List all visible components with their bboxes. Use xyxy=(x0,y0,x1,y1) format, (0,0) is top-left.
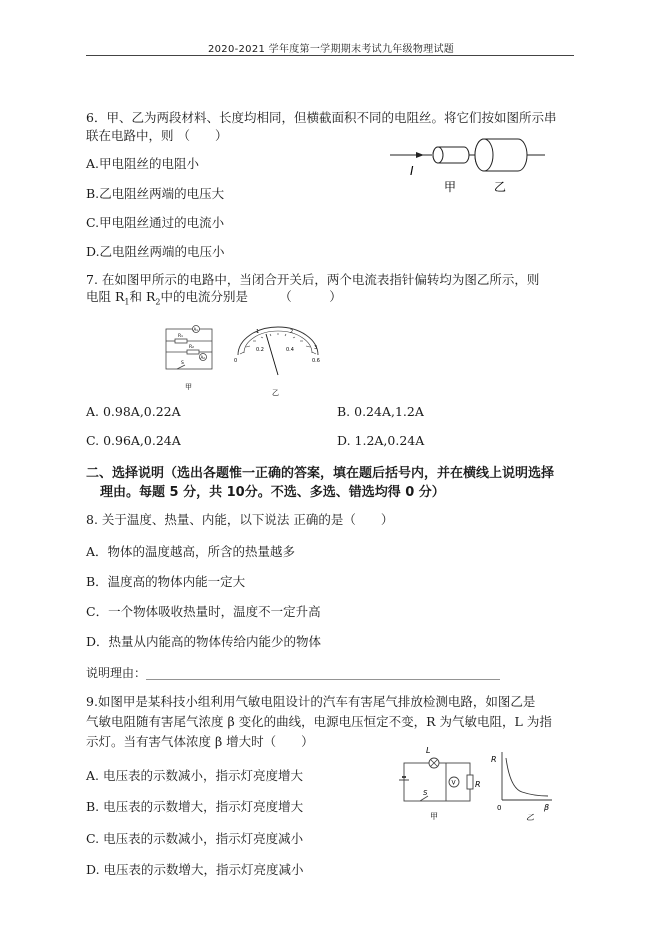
q6-option-b: B.乙电阻丝两端的电压大 xyxy=(86,186,225,201)
q8-option-b: B．温度高的物体内能一定大 xyxy=(86,574,246,589)
q7-option-d: D. 1.2A,0.24A xyxy=(337,433,425,448)
q7-meter-tick-06: 0.6 xyxy=(312,358,320,364)
q9-label-jia: 甲 xyxy=(430,812,438,821)
q7-meter-tick-04: 0.4 xyxy=(286,347,294,353)
q7-meter-top-tick-3: 3 xyxy=(314,345,318,351)
q9-label-v: V xyxy=(451,779,456,787)
q7-stem-line1: 7. 在如图甲所示的电路中，当闭合开关后，两个电流表指针偏转均为图乙所示，则 xyxy=(86,272,540,287)
q6-option-c: C.甲电阻丝通过的电流小 xyxy=(86,215,225,230)
q9-option-b: B. 电压表的示数增大，指示灯亮度增大 xyxy=(86,799,304,814)
q9-label-l: L xyxy=(426,746,431,755)
q9-option-c: C. 电压表的示数减小，指示灯亮度减小 xyxy=(86,831,304,846)
section2-heading-line2: 理由。每题 5 分，共 10分。不选、多选、错选均得 0 分） xyxy=(100,485,445,500)
q6-label-yi: 乙 xyxy=(494,180,507,194)
q7-ammeter-figure xyxy=(232,325,324,397)
q7-label-jia: 甲 xyxy=(185,383,192,391)
q7-meter-tick-02: 0.2 xyxy=(256,347,264,353)
q7-s-label: S xyxy=(181,361,184,366)
q9-option-d: D. 电压表的示数增大，指示灯亮度减小 xyxy=(86,862,304,877)
q9-graph-origin: 0 xyxy=(497,804,502,812)
q6-stem-line2: 联在电路中，则 （ ） xyxy=(86,128,228,143)
q9-graph-y-label: R xyxy=(491,755,497,764)
q6-option-a: A.甲电阻丝的电阻小 xyxy=(86,156,200,171)
q9-stem-line3: 示灯。当有害气体浓度 β 增大时（ ） xyxy=(86,734,314,749)
q8-stem: 8. 关于温度、热量、内能，以下说法 正确的是（ ） xyxy=(86,512,394,527)
q8-option-a: A．物体的温度越高，所含的热量越多 xyxy=(86,544,296,559)
q6-option-d: D.乙电阻丝两端的电压小 xyxy=(86,244,225,259)
q6-current-label: I xyxy=(410,164,414,178)
q9-stem-line1: 9.如图甲是某科技小组利用气敏电阻设计的汽车有害尾气排放检测电路，如图乙是 xyxy=(86,694,536,709)
q7-a1-label: A₁ xyxy=(193,327,198,332)
q7-option-b: B. 0.24A,1.2A xyxy=(337,404,424,419)
section2-heading-line1: 二、选择说明（选出各题惟一正确的答案，填在题后括号内，并在横线上说明选择 xyxy=(86,466,555,481)
q9-option-a: A. 电压表的示数减小，指示灯亮度增大 xyxy=(86,768,303,783)
q7-circuit-figure xyxy=(163,323,223,393)
page-header: 2020-2021 学年度第一学期期末考试九年级物理试题 xyxy=(207,44,455,55)
q7-meter-top-tick-2: 2 xyxy=(290,329,294,335)
q8-reason-line: 说明理由：___________________________________________________________ xyxy=(86,666,501,680)
q9-graph-label-yi: 乙 xyxy=(526,813,534,822)
q9-label-s: S xyxy=(423,789,428,797)
q6-wire-figure xyxy=(390,133,550,199)
q9-stem-line2: 气敏电阻随有害尾气浓度 β 变化的曲线，电源电压恒定不变，R 为气敏电阻，L 为指 xyxy=(86,714,552,729)
q6-stem-line1: 6．甲、乙为两段材料、长度均相同，但横截面积不同的电阻丝。将它们按如图所示串 xyxy=(86,110,557,125)
q7-r2-label: R₂ xyxy=(189,345,194,350)
header-rule xyxy=(86,55,574,56)
q7-meter-top-tick-1: 1 xyxy=(256,329,260,335)
q7-option-c: C. 0.96A,0.24A xyxy=(86,433,181,448)
q7-meter-tick-0: 0 xyxy=(234,358,238,364)
q7-label-yi: 乙 xyxy=(272,389,279,397)
q7-r1-label: R₁ xyxy=(178,334,183,339)
q9-circuit-figure xyxy=(396,743,486,823)
q7-stem-line2: 电阻 $R_1$和 $R_2$中的电流分别是 （ ） xyxy=(86,289,342,307)
q8-option-c: C．一个物体吸收热量时，温度不一定升高 xyxy=(86,604,321,619)
q8-option-d: D．热量从内能高的物体传给内能少的物体 xyxy=(86,634,322,649)
q6-label-jia: 甲 xyxy=(444,180,457,194)
q9-graph-figure xyxy=(488,748,558,824)
q9-label-r: R xyxy=(475,780,481,789)
q9-graph-x-label: β xyxy=(544,803,550,812)
q7-option-a: A. 0.98A,0.22A xyxy=(86,404,181,419)
q7-a2-label: A₂ xyxy=(200,355,205,360)
